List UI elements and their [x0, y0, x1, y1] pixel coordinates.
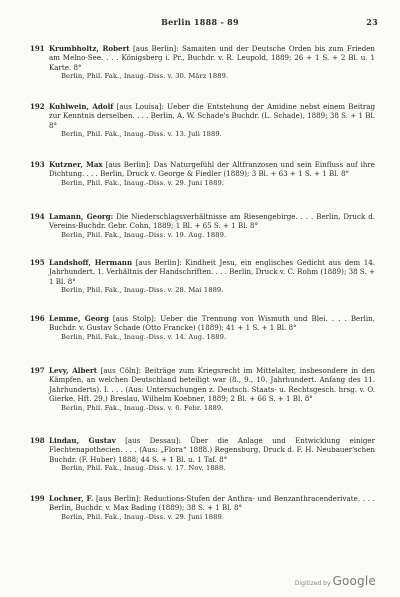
entry-author: Lochner, F. [49, 494, 94, 503]
entry-author: Kuhlwein, Adolf [49, 102, 114, 111]
entry-text: [aus Berlin]: Das Naturgefühl der Altfranzosen und sein Einfluss auf ihre Dichtung. . . . Berlin, Druck v. George & Fiedler (1889); 3 Bl. + 63 + 1 S. + 1 Bl. 8° [49, 160, 375, 179]
entry-dissertation: Berlin, Phil. Fak., Inaug.-Diss. v. 14. Aug. 1889. [61, 332, 227, 341]
entry-body [49, 44, 375, 82]
entry-body [49, 258, 375, 296]
running-title: Berlin 1888 - 89 [161, 17, 239, 27]
page-header [0, 17, 400, 29]
entry-number: 196 [30, 314, 45, 323]
entry-number: 192 [30, 102, 45, 111]
entry-body [49, 212, 375, 240]
entry-dissertation: Berlin, Phil. Fak., Inaug.-Diss. v. 28. Mai 1889. [61, 286, 224, 295]
entry-author: Lamann, Georg: [49, 212, 114, 221]
entry-author: Landshoff, Hermann [49, 258, 133, 267]
entry-number: 191 [30, 44, 45, 53]
entry-text: Die Niederschlagsverhältnisse am Riesengebirge. . . . Berlin, Druck d. Vereins-Buchdr. Gebr. Cohn, 1889; 1 Bl. + 65 S. + 1 Bl. 8° [49, 212, 375, 231]
entry-author: Krumbholtz, Robert [49, 44, 130, 53]
entry-number: 193 [30, 160, 45, 169]
entry-dissertation: Berlin, Phil. Fak., Inaug.-Diss. v. 29. Juni 1889. [61, 512, 225, 521]
entry-dissertation: Berlin, Phil. Fak., Inaug.-Diss. v. 19. Aug. 1889. [61, 230, 227, 239]
entry-author: Lindau, Gustav [49, 436, 116, 445]
entry-author: Levy, Albert [49, 366, 97, 375]
entry-text: [aus Louisa]: Ueber die Entstehung der Amidine nebst einem Beitrag zur Kenntnis derselben. . . . Berlin, A. W. Schade's Buchdr. (L. Schade), 1889; 38 S. + 1 Bl. 8° [49, 102, 375, 130]
entry-dissertation: Berlin, Phil. Fak., Inaug.-Diss. v. 30. März 1889. [61, 72, 229, 81]
entry-body [49, 494, 375, 522]
entry-text: [aus Cöln]: Beiträge zum Kriegsrecht im Mittelalter, insbesondere in den Kämpfen, an welchen Deutschland beteiligt war (8., 9., 10. Jahrhundert. Anfang des 11. Jahrhunderts). I. . . . (Aus: Untersuchungen z. Deutsch. Staats- u. Rechtsgesch. hrsg. v. O. Gierke. Hft. 29.) Breslau, Wilhelm Koebner, 1889; 2 Bl. + 66 S. + 1 Bl. 8° [49, 366, 375, 404]
entry-number: 195 [30, 258, 45, 267]
entry-body [49, 366, 375, 413]
entry-body [49, 160, 375, 188]
entry-author: Lemme, Georg [49, 314, 109, 323]
entry-number: 197 [30, 366, 45, 375]
entry-number: 198 [30, 436, 45, 445]
entry-body [49, 436, 375, 474]
google-logo: Google [332, 574, 376, 588]
entry-number: 194 [30, 212, 45, 221]
entry-dissertation: Berlin, Phil. Fak., Inaug.-Diss. v. 17. Nov. 1888. [61, 464, 226, 473]
entry-body [49, 314, 375, 342]
entry-dissertation: Berlin, Phil. Fak., Inaug.-Diss. v. 29. Juni 1889. [61, 178, 225, 187]
entry-text: [aus Dessau]: Über die Anlage und Entwicklung einiger Flechtenapothecien. . . . (Aus: „Flora“ 1888.) Regensburg, Druck d. F. H. Neubauer'schen Buchdr. (F. Huber) 1888; 44 S. + 1 Bl. u. 1 Taf. 8° [49, 436, 375, 464]
digitization-watermark [295, 574, 376, 588]
entry-dissertation: Berlin, Phil. Fak., Inaug.-Diss. v. 13. Juli 1889. [61, 130, 222, 139]
entry-text: [aus Stolp]: Ueber die Trennung von Wismuth und Blei. . . . Berlin, Buchdr. v. Gustav Schade (Otto Francke) (1889); 41 + 1 S. + 1 Bl. 8° [49, 314, 375, 333]
entry-dissertation: Berlin, Phil. Fak., Inaug.-Diss. v. 6. Febr. 1889. [61, 403, 224, 412]
watermark-prefix: Digitized by [294, 580, 331, 587]
entry-number: 199 [30, 494, 45, 503]
entry-author: Kutzner, Max [49, 160, 103, 169]
entry-text: [aus Berlin]: Reductions-Stufen der Anthra- und Benzanthracenderivate. . . . Berlin, Buchdr. v. Max Bading (1889); 38 S. + 1 Bl. 8° [49, 494, 376, 513]
entry-text: [aus Berlin]: Samaiten und der Deutsche Orden bis zum Frieden am Melno-See. . . . Königsberg i. Pr., Buchdr. v. R. Leupold, 1889; 26 + 1 S. + 2 Bl. u. 1 Karte. 8° [49, 44, 375, 72]
entry-text: [aus Berlin]: Kindheit Jesu, ein englisches Gedicht aus dem 14. Jahrhundert. 1. Verhältnis der Handschriften. . . . Berlin, Druck v. C. Rohm (1889); 38 S. + 1 Bl. 8° [49, 258, 375, 286]
page-number: 23 [366, 17, 378, 27]
entry-body [49, 102, 375, 140]
